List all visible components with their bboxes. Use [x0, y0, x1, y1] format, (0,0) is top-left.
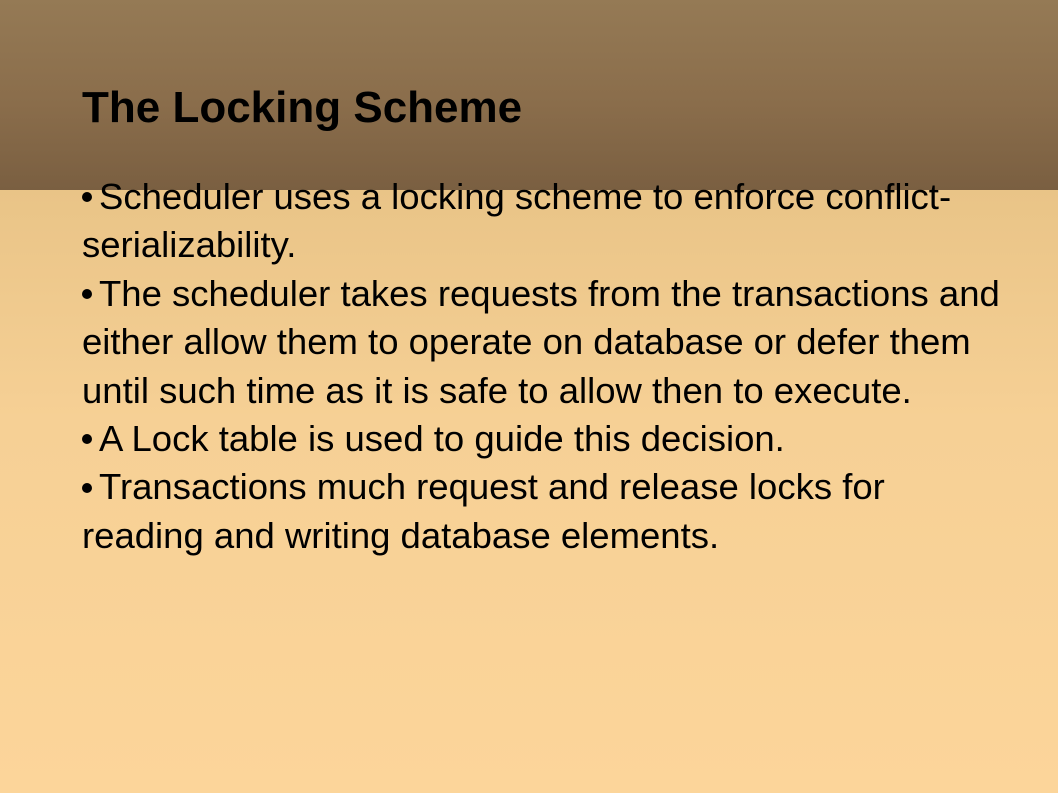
bullet-item-4: [82, 463, 1012, 560]
bullet-icon: [82, 192, 92, 202]
bullet-icon: [82, 289, 92, 299]
bullet-item-2: [82, 270, 1012, 415]
bullet-text: A Lock table is used to guide this decision.: [99, 418, 785, 460]
bullet-item-1: [82, 173, 1012, 270]
bullet-item-3: [82, 415, 1012, 463]
bullet-text: Scheduler uses a locking scheme to enforce conflict-serializability.: [82, 176, 952, 266]
bullet-icon: [82, 483, 92, 493]
bullet-icon: [82, 434, 92, 444]
slide-title: The Locking Scheme: [82, 83, 523, 132]
bullet-text: Transactions much request and release locks for reading and writing database elements.: [82, 466, 885, 556]
bullet-list: [82, 173, 1012, 560]
bullet-text: The scheduler takes requests from the transactions and either allow them to operate on database or defer them until such time as it is safe to allow then to execute.: [82, 272, 1000, 411]
